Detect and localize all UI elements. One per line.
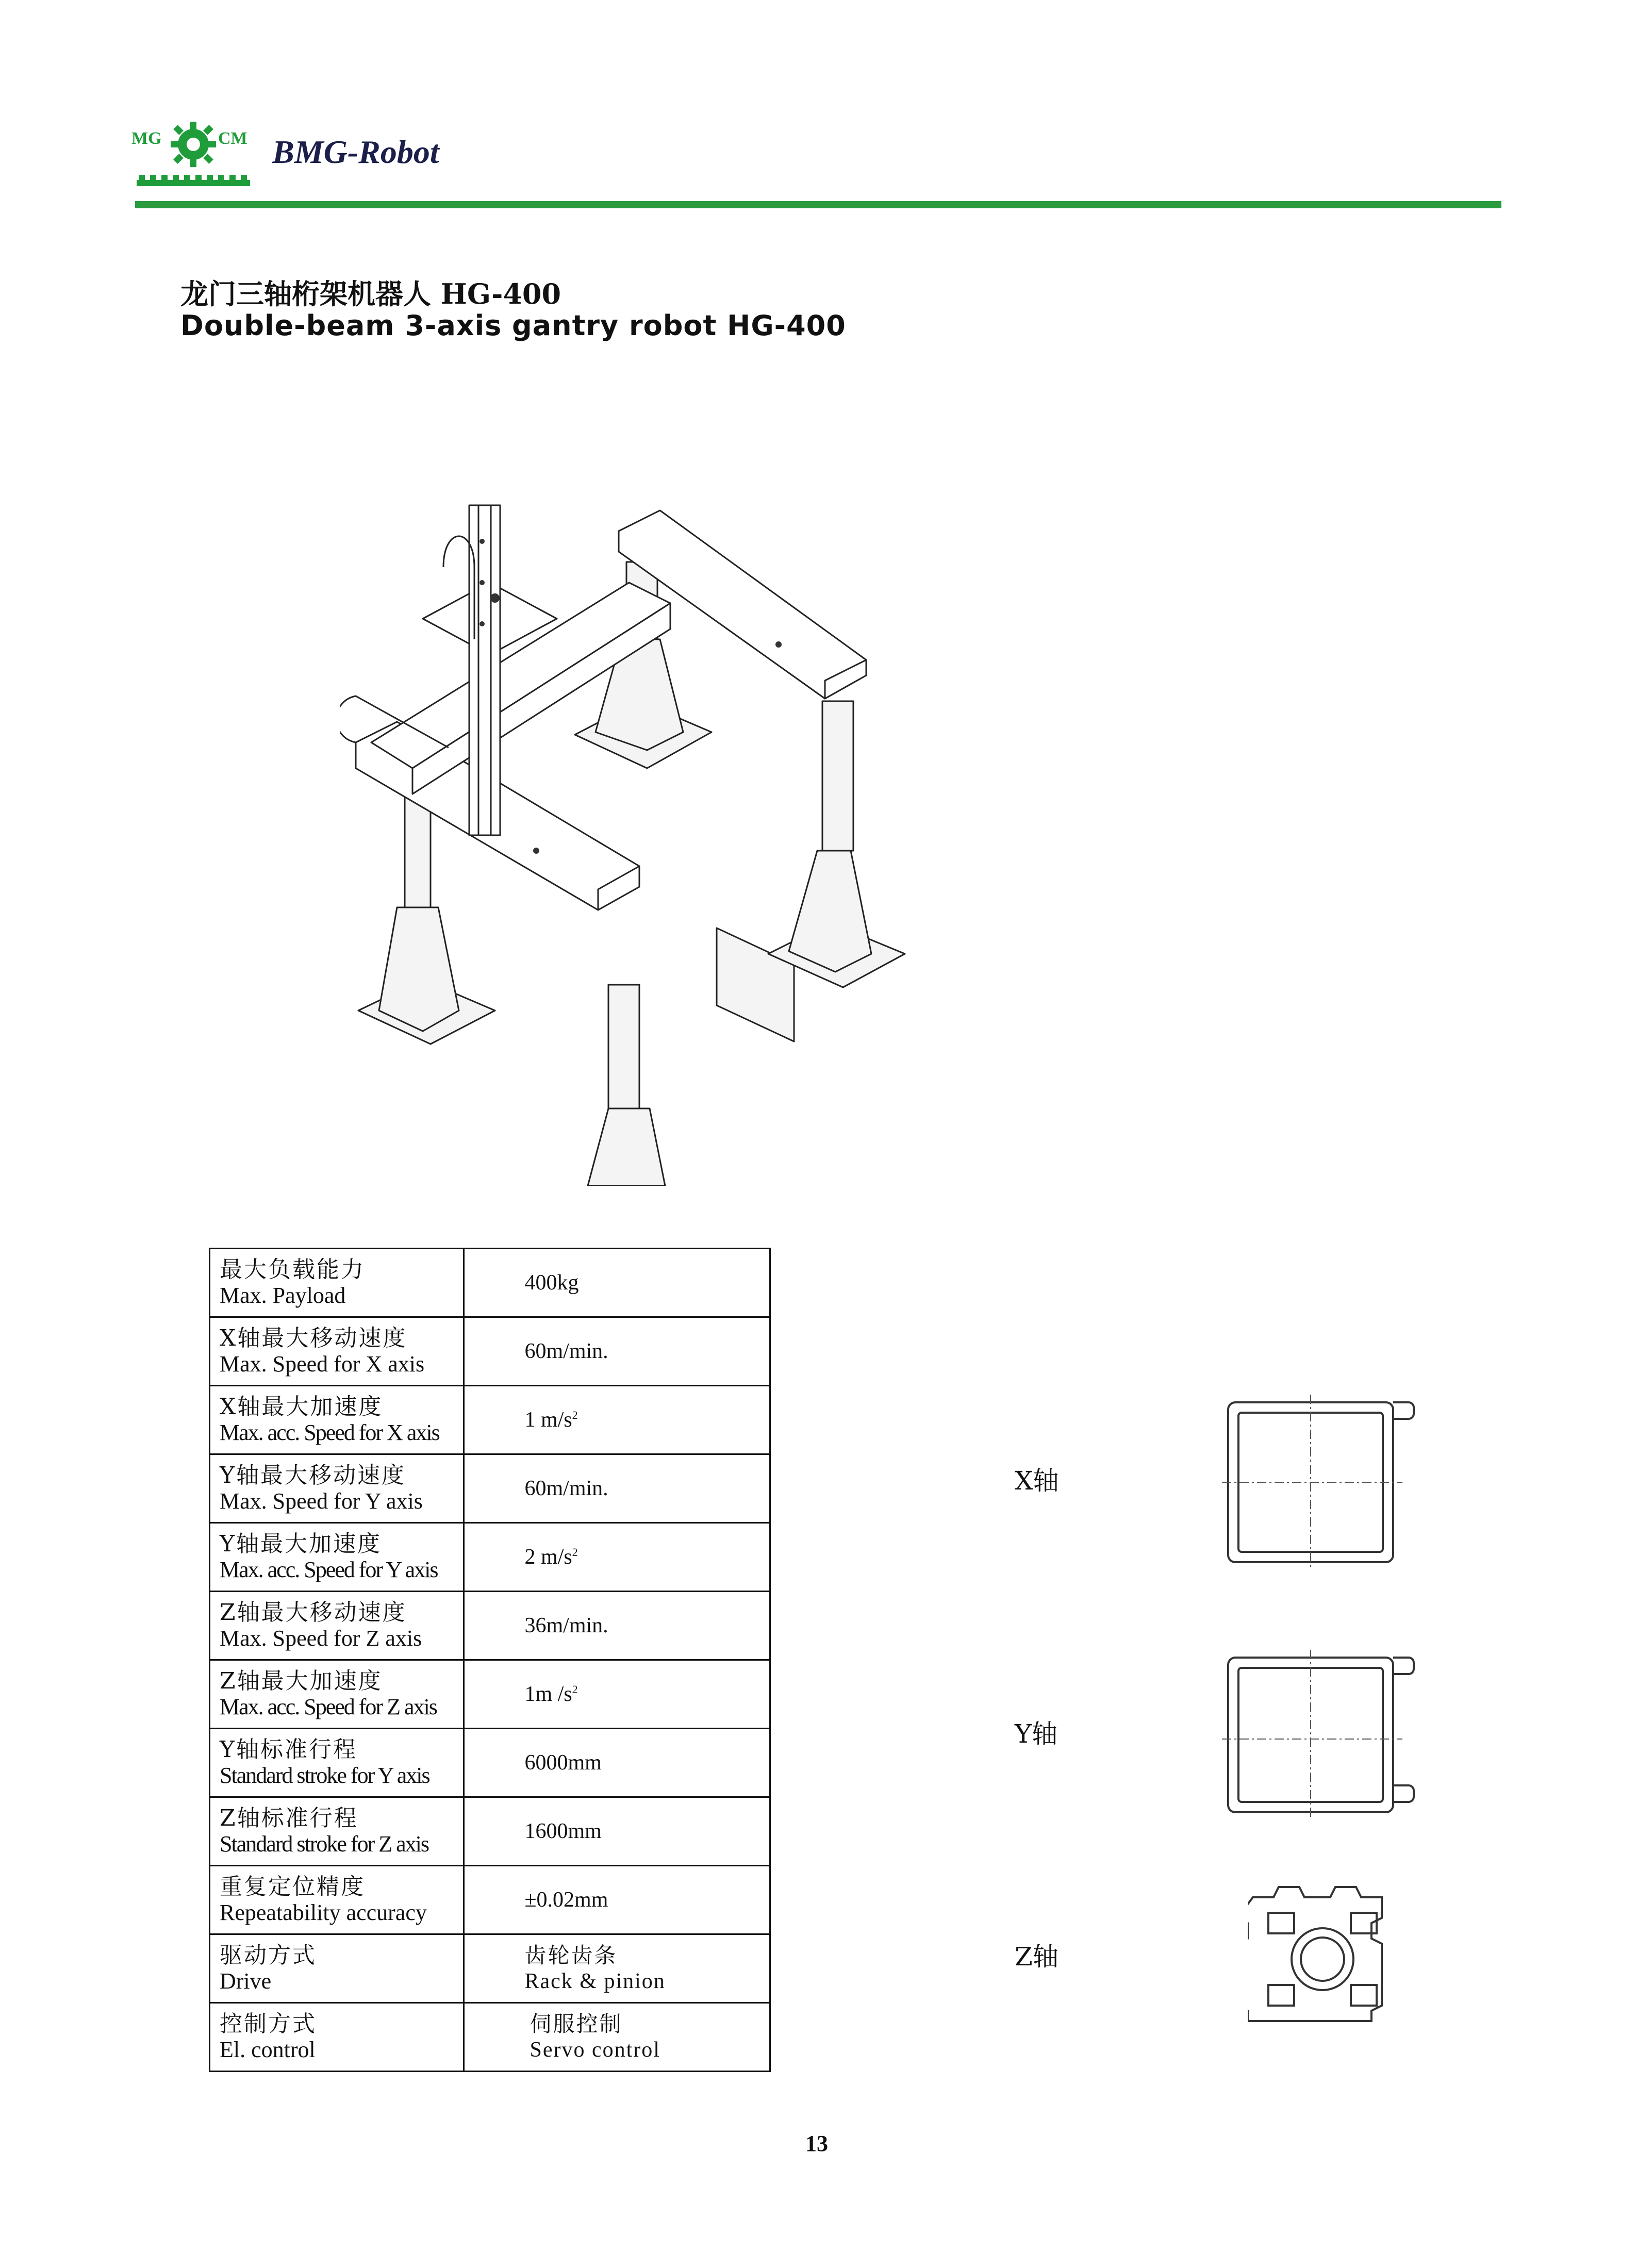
table-row (210, 1934, 770, 2003)
spec-label-en: Standard stroke for Y axis (220, 1763, 429, 1788)
spec-value: 1m /s (524, 1682, 572, 1706)
table-row (210, 1797, 770, 1866)
table-row (210, 1386, 770, 1454)
spec-label-en: El. control (220, 2037, 316, 2062)
spec-label-en: Max. acc. Speed for X axis (220, 1420, 439, 1445)
x-axis-profile (1222, 1392, 1423, 1572)
spec-label-cn: Y轴标准行程 (220, 1736, 358, 1763)
gear-icon (165, 119, 222, 175)
x-axis-label: X轴 (1015, 1466, 1059, 1496)
spec-label-cn: Z轴最大移动速度 (220, 1599, 407, 1626)
z-axis-profile (1248, 1882, 1397, 2031)
page-number: 13 (805, 2131, 828, 2156)
spec-label-en: Max. acc. Speed for Z axis (220, 1694, 437, 1719)
gantry-robot-drawing (340, 412, 933, 1186)
logo-text-left: MG (131, 129, 162, 148)
spec-value: ±0.02mm (524, 1888, 608, 1912)
spec-value-exponent: 2 (572, 1409, 578, 1421)
page-title-cn: 龙门三轴桁架机器人 HG-400 (180, 277, 561, 310)
spec-label-en: Drive (220, 1968, 272, 1994)
spec-label-en: Max. Speed for Y axis (220, 1488, 423, 1514)
spec-value: 2 m/s (524, 1545, 572, 1569)
spec-label-cn: 控制方式 (220, 2011, 317, 2037)
spec-value: 1 m/s (524, 1408, 572, 1432)
spec-value: 1600mm (524, 1819, 602, 1843)
spec-value: 400kg (524, 1271, 579, 1295)
spec-label-en: Max. Speed for X axis (220, 1351, 425, 1377)
table-row (210, 1660, 770, 1729)
company-logo (131, 119, 255, 191)
spec-label-cn: X轴最大加速度 (220, 1394, 383, 1420)
table-row (210, 1249, 770, 1317)
y-axis-profile (1222, 1647, 1423, 1823)
spec-value: 36m/min. (524, 1614, 608, 1637)
table-row (210, 1729, 770, 1797)
spec-value: 6000mm (524, 1751, 602, 1775)
spec-label-en: Repeatability accuracy (220, 1900, 427, 1925)
spec-label-cn: Z轴标准行程 (220, 1805, 358, 1831)
spec-label-cn: 最大负载能力 (220, 1256, 365, 1283)
table-row (210, 1454, 770, 1523)
header-divider (135, 201, 1501, 208)
table-row (210, 1317, 770, 1386)
page-title-en: Double-beam 3-axis gantry robot HG-400 (180, 309, 846, 342)
spec-value-exponent: 2 (572, 1683, 578, 1696)
spec-value-cn: 齿轮齿条 (524, 1943, 618, 1968)
spec-label-cn: Z轴最大加速度 (220, 1668, 383, 1694)
z-axis-label: Z轴 (1015, 1942, 1059, 1972)
spec-label-en: Standard stroke for Z axis (220, 1831, 428, 1857)
y-axis-label: Y轴 (1015, 1719, 1058, 1749)
spec-value-cn: 伺服控制 (530, 2011, 623, 2037)
spec-label-cn: X轴最大移动速度 (220, 1325, 407, 1351)
logo-text-right: CM (218, 129, 247, 148)
table-row (210, 1523, 770, 1592)
spec-value: 60m/min. (524, 1477, 608, 1500)
brand-name: BMG-Robot (272, 134, 439, 170)
spec-value-en: Servo control (530, 2038, 660, 2062)
rack-icon (137, 173, 250, 188)
spec-label-cn: Y轴最大加速度 (220, 1531, 382, 1557)
spec-label-cn: 驱动方式 (220, 1942, 317, 1968)
spec-value: 60m/min. (524, 1339, 608, 1363)
table-row (210, 2003, 770, 2072)
spec-label-cn: 重复定位精度 (220, 1874, 365, 1900)
spec-label-en: Max. Speed for Z axis (220, 1626, 422, 1651)
table-row (210, 1866, 770, 1934)
spec-label-en: Max. Payload (220, 1283, 346, 1308)
spec-label-cn: Y轴最大移动速度 (220, 1462, 406, 1488)
spec-label-en: Max. acc. Speed for Y axis (220, 1557, 438, 1582)
spec-value-en: Rack & pinion (524, 1969, 666, 1993)
table-row (210, 1592, 770, 1660)
spec-value-exponent: 2 (572, 1546, 578, 1559)
spec-table (209, 1248, 771, 2072)
